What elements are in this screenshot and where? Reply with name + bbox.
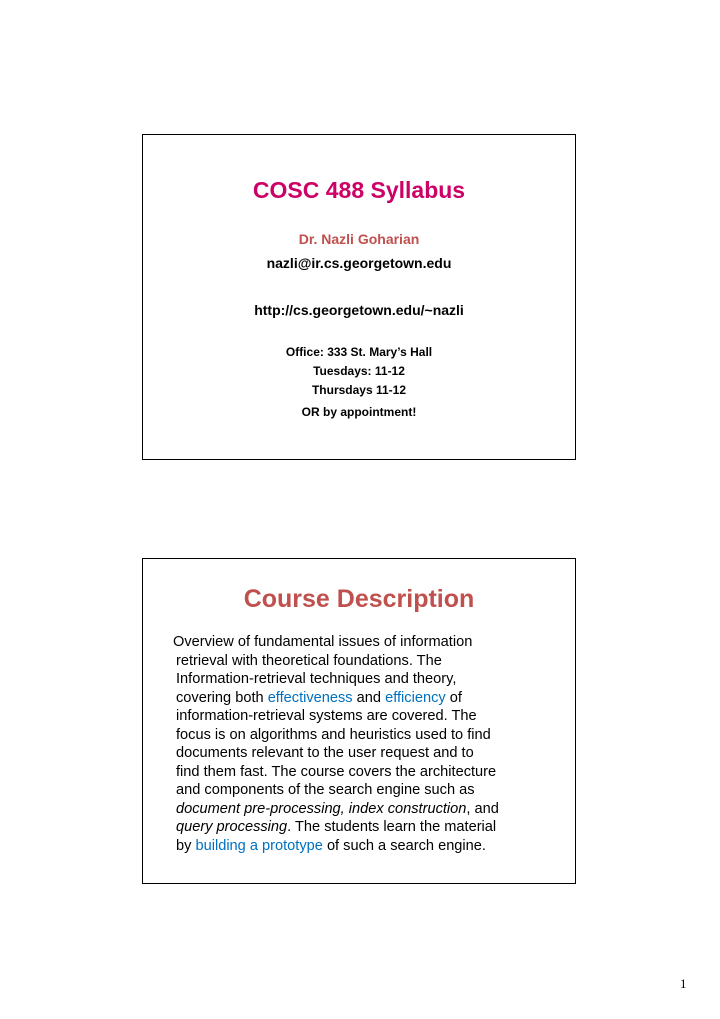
description-line: and components of the search engine such as [176,782,475,798]
office-location: Office: 333 St. Mary’s Hall [285,345,433,359]
instructor-url: http://cs.georgetown.edu/~nazli [254,302,464,318]
text-segment: covering both [176,689,264,706]
syllabus-title: COSC 488 Syllabus [252,177,466,203]
course-description-body [173,633,556,855]
description-line: focus is on algorithms and heuristics used to find [176,726,491,743]
description-line: information-retrieval systems are covered. The [176,708,477,724]
instructor-email: nazli@ir.cs.georgetown.edu [266,255,452,271]
text-segment: of [449,689,462,706]
slide-course-description [142,558,576,884]
highlight-prototype: building a prototype [195,837,323,854]
description-line: find them fast. The course covers the architecture [176,763,497,780]
text-segment: and [356,689,382,706]
instructor-name: Dr. Nazli Goharian [298,231,420,247]
hours-tuesday: Tuesdays: 11-12 [313,364,405,378]
description-line: retrieval with theoretical foundations. The [176,652,442,669]
text-segment: by [176,837,192,854]
slide-syllabus [142,134,576,460]
text-segment: . The students learn the material [287,819,497,835]
office-hours [143,343,575,422]
description-line: Information-retrieval techniques and theory, [176,671,457,687]
page-number: 1 [680,976,687,991]
description-line [176,689,556,708]
text-segment: of such a search engine. [326,837,486,854]
italic-segment: query processing [176,819,288,835]
description-line: Overview of fundamental issues of information [173,634,473,650]
highlight-effectiveness: effectiveness [267,689,353,706]
description-line: documents relevant to the user request and to [176,745,474,761]
course-description-title: Course Description [243,585,475,613]
description-line [176,800,556,819]
italic-segment: document pre-processing, index construction [176,800,467,817]
description-line [176,818,556,837]
description-line [176,837,556,856]
text-segment: , and [466,800,499,817]
hours-thursday: Thursdays 11-12 [311,383,407,397]
highlight-efficiency: efficiency [385,689,446,706]
appointment-note: OR by appointment! [301,405,417,419]
